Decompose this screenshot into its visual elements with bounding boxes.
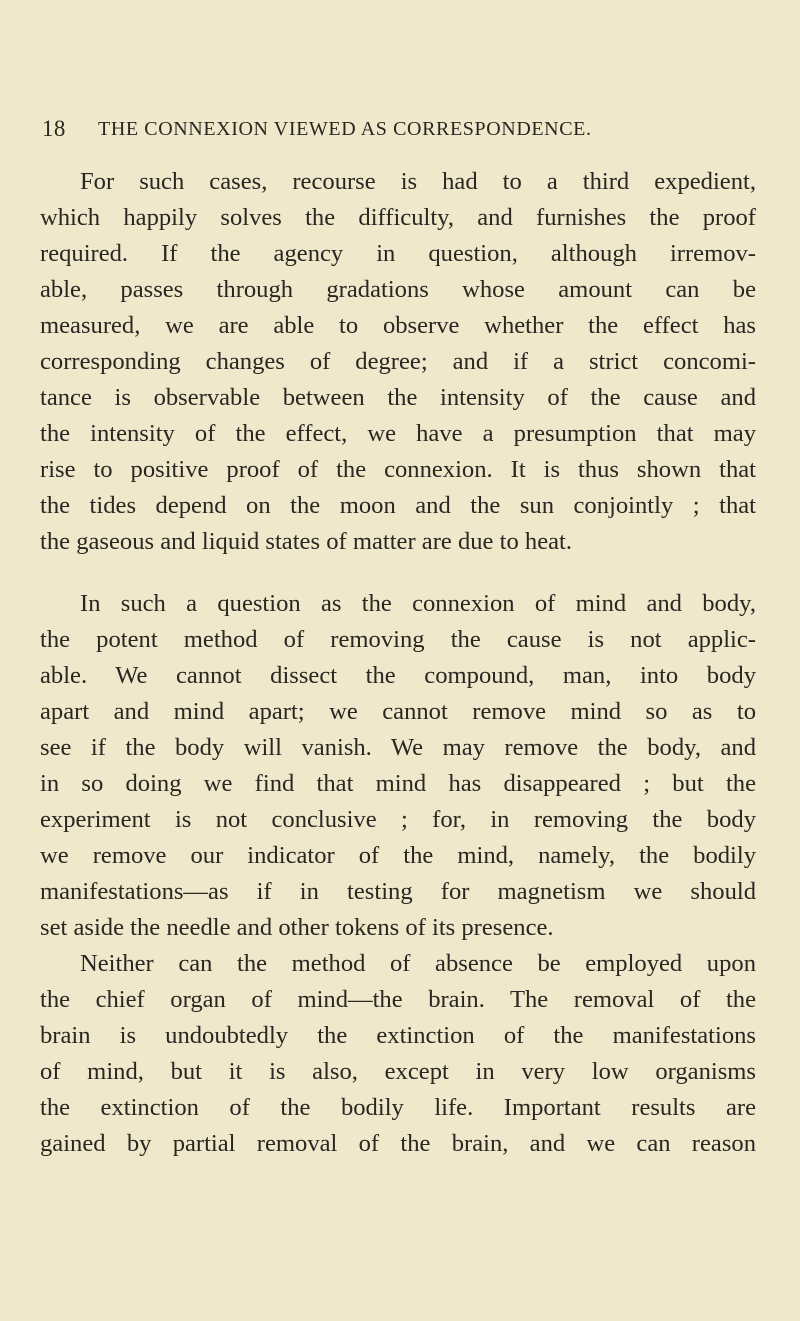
text-line: of mind, but it is also, except in very low organisms [40, 1058, 756, 1085]
text-line: rise to positive proof of the connexion. It is thus shown that [40, 456, 756, 483]
text-line: able, passes through gradations whose amount can be [40, 276, 756, 303]
running-head: THE CONNEXION VIEWED AS CORRESPONDENCE. [98, 117, 592, 140]
text-line: brain is undoubtedly the extinction of the manifestations [40, 1022, 756, 1049]
text-line: required. If the agency in question, although irremov- [40, 240, 756, 267]
text-line: Neither can the method of absence be employed upon [80, 950, 756, 977]
text-line: able. We cannot dissect the compound, man, into body [40, 662, 756, 689]
text-line: the extinction of the bodily life. Important results are [40, 1094, 756, 1121]
text-line: which happily solves the difficulty, and furnishes the proof [40, 204, 756, 231]
text-line: the gaseous and liquid states of matter are due to heat. [40, 528, 573, 555]
text-line: In such a question as the connexion of mind and body, [80, 590, 756, 617]
text-line: manifestations—as if in testing for magnetism we should [40, 878, 756, 905]
text-line: see if the body will vanish. We may remove the body, and [40, 734, 756, 761]
text-line: For such cases, recourse is had to a third expedient, [80, 168, 756, 195]
text-line: the intensity of the effect, we have a presumption that may [40, 420, 756, 447]
text-line: the potent method of removing the cause is not applic- [40, 626, 756, 653]
text-line: apart and mind apart; we cannot remove mind so as to [40, 698, 756, 725]
text-line: we remove our indicator of the mind, namely, the bodily [40, 842, 756, 869]
text-line: measured, we are able to observe whether the effect has [40, 312, 756, 339]
text-line: gained by partial removal of the brain, and we can reason [40, 1130, 756, 1157]
page-number: 18 [42, 116, 66, 141]
text-line: tance is observable between the intensity of the cause and [40, 384, 756, 411]
text-line: the tides depend on the moon and the sun conjointly ; that [40, 492, 756, 519]
text-line: the chief organ of mind—the brain. The removal of the [40, 986, 756, 1013]
text-line: corresponding changes of degree; and if a strict concomi- [40, 348, 756, 375]
text-line: experiment is not conclusive ; for, in removing the body [40, 806, 756, 833]
text-line: set aside the needle and other tokens of its presence. [40, 914, 554, 941]
text-line: in so doing we find that mind has disappeared ; but the [40, 770, 756, 797]
